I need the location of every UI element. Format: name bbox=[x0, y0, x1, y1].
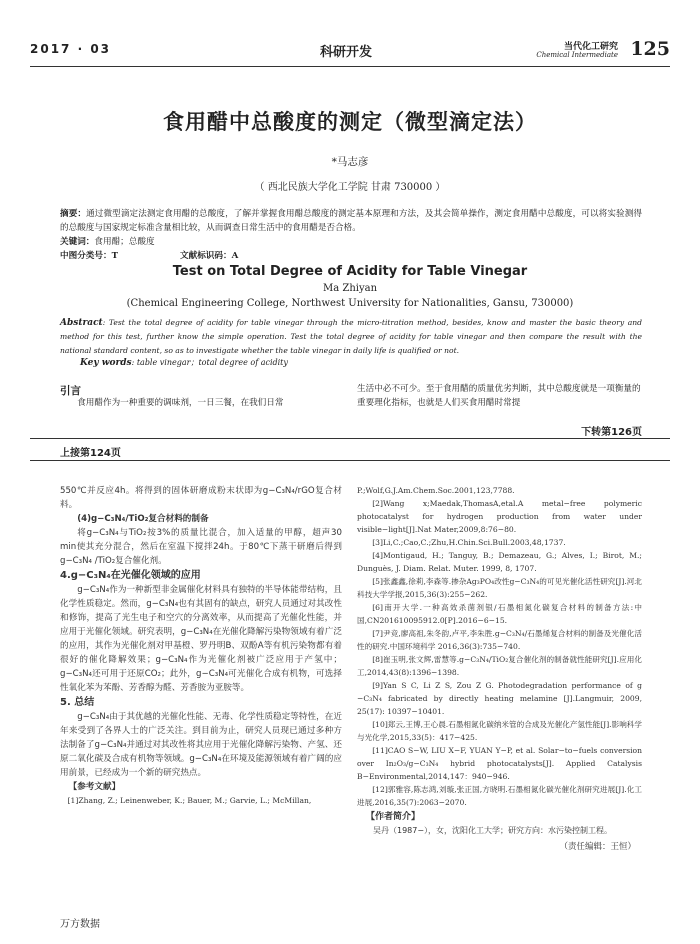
article-author-en: Ma Zhiyan bbox=[322, 283, 378, 294]
keywords-text: 食用醋；总酸度 bbox=[94, 237, 155, 247]
author-intro-heading: 【作者简介】 bbox=[366, 812, 421, 822]
keywords-cn bbox=[60, 235, 155, 247]
reference-item: [9]Yan S C, Li Z S, Zou Z G. Photodegradation performance of g −C₃N₄ fabricated by directly heating melamine [J].Langmuir, 2009, 25(17): 10397−10401. bbox=[357, 681, 642, 716]
reference-item: [4]Montigaud, H.; Tanguy, B.; Demazeau, G.; Alves, I.; Birot, M.; Dunguès, J. Diam. Relat. Muter. 1999, 8, 1707. bbox=[357, 551, 642, 573]
continued-rule bbox=[30, 460, 670, 461]
paragraph: 550℃并反应4h。将得到的固体研磨成粉末状即为g−C₃N₄/rGO复合材料。 bbox=[60, 486, 342, 510]
header-rule bbox=[30, 66, 670, 67]
section-title: 科研开发 bbox=[320, 45, 373, 60]
keywords-label: 关键词： bbox=[60, 237, 95, 247]
reference-item: [2]Wang x;Maedak,ThomasA,etal.A metal−free polymeric photocatalyst for hydrogen production from water under visible−light[J].Nat Mater,2009,8:76−80. bbox=[357, 499, 642, 534]
paragraph: g−C₃N₄作为一种新型非金属催化材料具有独特的半导体能带结构，且化学性质稳定。然而，g−C₃N₄也有其固有的缺点，研究人员通过对其改性和修饰，提高了光生电子和空穴的分离效率，从而提高了光催化性能，并应用于光催化领域。研究表明，g−C₃N₄在光催化降解污染物领域有着广泛的应用，其作为光催化剂对甲基橙、罗丹明B、双酚A等有机污染物都有着很好的催化降解效果；g−C₃N₄作为光催化剂被广泛应用于产氢中；g−C₃N₄还可用于还原CO₂；此外，g−C₃N₄可光催化合成有机物，可选择性氧化苯为苯酚、芳香醇为醛、芳香胺为亚胺等。 bbox=[60, 585, 342, 693]
section-heading: 4.g−C₃N₄在光催化领域的应用 bbox=[60, 570, 201, 581]
article-affiliation-en: (Chemical Engineering College, Northwest University for Nationalities, Gansu, 730000) bbox=[126, 298, 574, 309]
reference-item: [12]郭雅容,陈志鸿,刘璇,张正国,方晓明.石墨相氮化碳光催化剂研究进展[J].化工进展,2016,35(7):2063−2070. bbox=[357, 785, 642, 807]
paragraph: 将g−C₃N₄与TiO₂按3%的质量比混合，加入适量的甲醇，超声30 min使其充分混合，然后在室温下搅拌24h。于80℃下蒸干研磨后得到g−C₃N₄ /TiO₂复合催化剂。 bbox=[60, 528, 342, 566]
right-column bbox=[357, 484, 642, 854]
abstract-en-text: Test the total degree of acidity for table vinegar through the micro-titration method, besides, know and master the basic theory and method for this test, further know the simple operation. Test the total degree of acidity for table vinegar and then compare the result with the national standard content, so as to investigate whether the table vinegar in daily life is qualified or not. bbox=[60, 318, 642, 355]
class-value: T bbox=[111, 251, 118, 261]
intro-left-text: 食用醋作为一种重要的调味剂，一日三餐，在我们日常 bbox=[77, 398, 284, 408]
journal-name-cn: 当代化工研究 bbox=[563, 42, 618, 52]
journal-name-en: Chemical Intermediate bbox=[536, 51, 618, 59]
abstract-en-label: Abstract bbox=[60, 318, 103, 328]
author-intro-text: 吴丹（1987−），女，沈阳化工大学；研究方向：水污染控制工程。 bbox=[373, 826, 613, 835]
classification-line bbox=[60, 249, 239, 261]
abstract-text: 通过微型滴定法测定食用醋的总酸度，了解并掌握食用醋总酸度的测定基本原理和方法，及其会简单操作，测定食用醋中总酸度，可以将实验测得的总酸度与国家规定标准含量相比较，从而调查日常生活中的食用醋是否合格。 bbox=[60, 209, 642, 233]
year-issue: 2017 · 03 bbox=[30, 42, 112, 56]
footer-source: 万方数据 bbox=[60, 919, 100, 930]
article-author: *马志彦 bbox=[331, 156, 369, 168]
intro-heading: 引言 bbox=[60, 385, 81, 397]
article-title-en: Test on Total Degree of Acidity for Table Vinegar bbox=[172, 264, 528, 279]
reference-item: [5]张鑫鑫,徐莉,李森等.掺杂Ag₃PO₄改性g−C₃N₄的可见光催化活性研究[J].河北科技大学学报,2015,36(3):255−262. bbox=[357, 577, 642, 599]
doc-value: A bbox=[231, 251, 239, 261]
reference-item: [1]Zhang, Z.; Leinenweber, K.; Bauer, M.; Garvie, L.; McMillan, bbox=[67, 796, 312, 805]
subheading: (4)g−C₃N₄/TiO₂复合材料的制备 bbox=[77, 514, 209, 524]
keywords-en: Key words: table vinegar；total degree of acidity bbox=[80, 358, 288, 368]
article-affiliation: （ 西北民族大学化工学院 甘肃 730000 ） bbox=[254, 182, 446, 193]
references-heading: 【参考文献】 bbox=[68, 782, 121, 792]
reference-item: [3]Li,C.;Cao,C.;Zhu,H.Chin.Sci.Bull.2003,48,1737. bbox=[372, 538, 566, 547]
reference-item: P.;Wolf,G.J.Am.Chem.Soc.2001,123,7788. bbox=[357, 486, 515, 495]
left-column bbox=[60, 484, 342, 808]
doc-code bbox=[180, 249, 238, 261]
reference-item: [6]南开大学.一种高效杀菌剂银/石墨相氮化碳复合材料的制备方法:中国,CN201610095912.0[P].2016−6−15. bbox=[357, 603, 642, 625]
section-heading: 5. 总结 bbox=[60, 697, 95, 708]
reference-item: [10]郑云,王博,王心晨.石墨相氮化碳纳米管的合成及光催化产氢性能[J].影响科学与光化学,2015,33(5)：417−425. bbox=[357, 720, 642, 742]
page-number: 125 bbox=[630, 38, 670, 60]
continued-from: 上接第124页 bbox=[60, 448, 121, 459]
reference-item: [11]CAO S−W, LIU X−F, YUAN Y−P, et al. Solar−to−fuels conversion over In₂O₃/g−C₃N₄ hybrid photocatalysts[J]. Applied Catalysis B−Environmental,2014,147：940−946. bbox=[357, 746, 642, 781]
reference-item: [8]崔玉明,张文辉,雷慧等.g−C₃N₄/TiO₂复合催化剂的制备就性能研究[J].应用化工,2014,43(8):1396−1398. bbox=[357, 655, 642, 677]
reference-item: [7]尹竞,廖高祖,朱冬韵,卢平,李朱胜.g−C₃N₄/石墨烯复合材料的制备及光催化活性的研究.中国环境科学 2016,36(3):735−740. bbox=[357, 629, 642, 651]
paragraph: g−C₃N₄由于其优越的光催化性能、无毒、化学性质稳定等特性，在近年来受到了各界人士的广泛关注。到目前为止，研究人员现已通过多种方法制备了g−C₃N₄并通过对其改性将其应用于光催化降解污染物、产氢、还原二氧化碳及合成有机物等领域。g−C₃N₄在环境及能源领域有着广阔的应用前景，已经成为一个新的研究热点。 bbox=[60, 712, 342, 778]
abstract-label: 摘要： bbox=[60, 209, 87, 219]
doc-label: 文献标识码： bbox=[180, 251, 232, 261]
article-title: 食用醋中总酸度的测定（微型滴定法） bbox=[163, 110, 537, 134]
abstract-cn bbox=[60, 207, 642, 235]
keywords-en-label: Key words bbox=[80, 358, 132, 368]
page-header bbox=[30, 40, 670, 64]
editor-note: （责任编辑：王恒） bbox=[559, 842, 636, 852]
keywords-en-text: table vinegar；total degree of acidity bbox=[136, 358, 288, 367]
class-label: 中图分类号： bbox=[60, 251, 112, 261]
turn-to-page: 下转第126页 bbox=[581, 427, 642, 438]
section-rule bbox=[30, 438, 670, 439]
intro-right-text: 生活中必不可少。至于食用醋的质量优劣判断，其中总酸度就是一项衡量的重要理化指标，也就是人们买食用醋时常提 bbox=[357, 384, 641, 408]
abstract-en: Abstract: Test the total degree of acidity for table vinegar through the micro-titration method, besides, know and master the basic theory and method for this test, further know the simple operation. Test the total degree of acidity for table vinegar and then compare the result with the national standard content, so as to investigate whether the table vinegar in daily life is qualified or not. bbox=[60, 318, 642, 355]
